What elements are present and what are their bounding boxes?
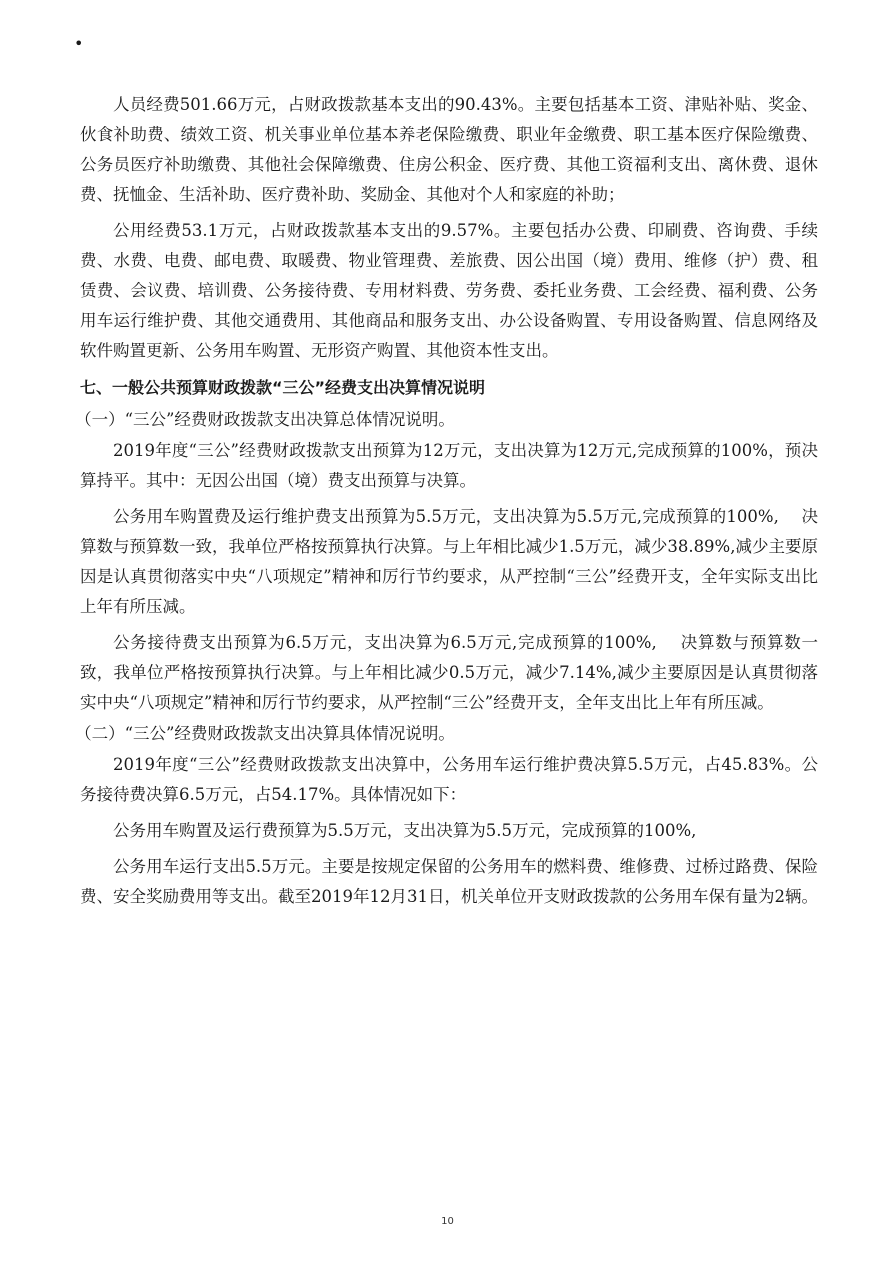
paragraph-vehicle-purchase-operation: 公务用车购置及运行费预算为5.5万元，支出决算为5.5万元，完成预算的100%, <box>113 821 697 840</box>
subsection-heading-one: （一）“三公”经费财政拨款支出决算总体情况说明。 <box>75 410 455 429</box>
bullet-mark: • <box>74 34 84 53</box>
paragraph-personnel-expenses: 人员经费501.66万元，占财政拨款基本支出的90.43%。主要包括基本工资、津贴补贴、奖金、伙食补助费、绩效工资、机关事业单位基本养老保险缴费、职业年金缴费、职工基本医疗保险缴费、公务员医疗补助缴费、其他社会保障缴费、住房公积金、医疗费、其他工资福利支出、离休费、退休费、抚恤金、生活补助、医疗费补助、奖励金、其他对个人和家庭的补助； <box>80 95 818 204</box>
section-heading-seven: 七、一般公共预算财政拨款“三公”经费支出决算情况说明 <box>80 378 486 397</box>
paragraph-reception-budget: 公务接待费支出预算为6.5万元，支出决算为6.5万元,完成预算的100%, 决算数与预算数一致，我单位严格按预算执行决算。与上年相比减少0.5万元，减少7.14%,减少主要原因是认真贯彻落实中央“八项规定”精神和厉行节约要求，从严控制“三公”经费开支，全年支出比上年有所压减。 <box>80 633 818 712</box>
paragraph-public-expenses: 公用经费53.1万元，占财政拨款基本支出的9.57%。主要包括办公费、印刷费、咨询费、手续费、水费、电费、邮电费、取暖费、物业管理费、差旅费、因公出国（境）费用、维修（护）费、租赁费、会议费、培训费、公务接待费、专用材料费、劳务费、委托业务费、工会经费、福利费、公务用车运行维护费、其他交通费用、其他商品和服务支出、办公设备购置、专用设备购置、信息网络及软件购置更新、公务用车购置、无形资产购置、其他资本性支出。 <box>80 221 818 360</box>
page-number: 10 <box>441 1216 454 1227</box>
document-body <box>75 90 818 912</box>
paragraph-vehicle-budget: 公务用车购置费及运行维护费支出预算为5.5万元，支出决算为5.5万元,完成预算的100%, 决算数与预算数一致，我单位严格按预算执行决算。与上年相比减少1.5万元，减少38.89%,减少主要原因是认真贯彻落实中央“八项规定”精神和厉行节约要求，从严控制“三公”经费开支，全年实际支出比上年有所压减。 <box>80 507 818 616</box>
paragraph-overall-budget: 2019年度“三公”经费财政拨款支出预算为12万元，支出决算为12万元,完成预算的100%，预决算持平。其中：无因公出国（境）费支出预算与决算。 <box>80 441 818 490</box>
subsection-heading-two: （二）“三公”经费财政拨款支出决算具体情况说明。 <box>75 724 455 743</box>
paragraph-vehicle-operation-detail: 公务用车运行支出5.5万元。主要是按规定保留的公务用车的燃料费、维修费、过桥过路费、保险费、安全奖励费用等支出。截至2019年12月31日，机关单位开支财政拨款的公务用车保有量为2辆。 <box>80 857 818 906</box>
paragraph-specific-breakdown: 2019年度“三公”经费财政拨款支出决算中，公务用车运行维护费决算5.5万元，占45.83%。公务接待费决算6.5万元，占54.17%。具体情况如下： <box>80 755 818 804</box>
